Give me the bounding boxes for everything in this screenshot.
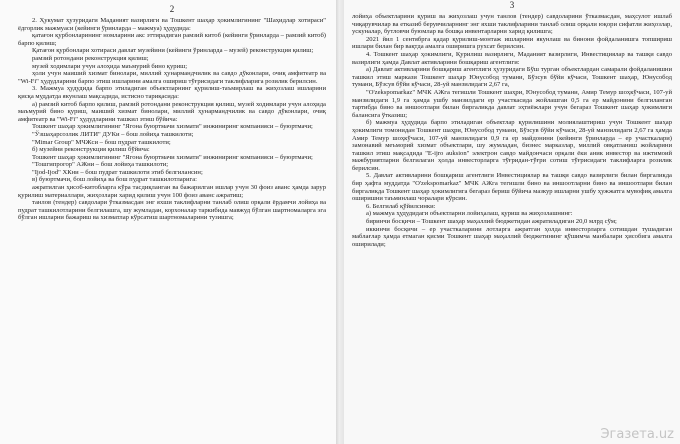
paragraph: "Ўзшаҳарсозлик ЛИТИ" ДУКи – бош лойиҳа ташкилоти; xyxy=(32,130,194,138)
book-gutter xyxy=(336,0,344,444)
paragraph: рамзий ротондани реконструкция қилиш; xyxy=(32,54,149,62)
paragraph: а) рамзий китоб барпо қилиш, рамзий ротондани реконструкция қилиш, музей ходимлари учун алоҳида маъмурий бино қуриш, маиший хизмат бинолари, миллий ҳунармандчилик ва савдо дўконлари, очиқ амфитеатр ва "Wi-Fi" ҳудудларини ташкил этиш бўйича: xyxy=(18,100,326,123)
paragraph: музей ходимлари учун алоҳида маъмурий бино қуриш; xyxy=(32,62,188,70)
paragraph: 2021 йил 1 сентябрга қадар қурилиш-монтаж ишларини якунлаш ва бинони фойдаланишга топшириш ишлари билан бир вақтда амалга оширишга рухсат берилсин. xyxy=(352,35,672,51)
paragraph: 6. Белгилаб қўйилсинки: xyxy=(366,202,436,210)
paragraph: танлов (тендер) савдолари ўтказмасдан энг яхши таклифларни танлаб олиш орқали ёрдамчи лойиҳа ва пудрат ташкилотларини белгилашга, шу жумладан, корхоналар таркибида мавжуд бўлган шартномаларга эга бўлган ишларни бажариш ва хизматлар кўрсатиш шартномаларини тузишга; xyxy=(18,199,326,222)
right-page-body xyxy=(352,13,672,248)
paragraph: Тошкент шаҳар ҳокимлигининг "Ягона буюртмачи хизмати" инжиниринг компанияси – буюртмачи; xyxy=(32,153,313,161)
left-page-body xyxy=(18,17,326,222)
paragraph: биринчи босқичи – Тошкент шаҳар маҳаллий бюджетидан ажратиладиган 20,0 млрд сўм; xyxy=(366,218,617,226)
paragraph: Тошкент шаҳар ҳокимлигининг "Ягона буюртмачи хизмати" инжиниринг компанияси – буюртмачи; xyxy=(32,123,313,131)
paragraph: ҳоли учун маиший хизмат бинолари, миллий ҳунармандчилик ва савдо дўконлари, очиқ амфитеатр ва "Wi-Fi" ҳудудларини барпо этиш ишларини амалга ошириш тўғрисидаги таклифларига розилик берилсин. xyxy=(18,70,326,85)
page-number: 3 xyxy=(509,0,515,10)
paragraph: 3. Мажмуа ҳудудида барпо этиладиган объектларнинг қурилиш-таъмирлаш ва жиҳозлаш ишларини қисқа муддатда якунлаш мақсадида, истисно тариқасида: xyxy=(18,85,326,100)
right-page xyxy=(344,0,680,444)
paragraph: б) мажмуа ҳудудида барпо этиладиган объектлар қурилишини молиялаштириш учун Тошкент шаҳар ҳокимлиги томонидан Тошкент шаҳри, Юнусобод тумани, Бўзсув бўйи кўчаси, 28-уй манзилидаги 2,67 га ҳамда Амир Темур шоҳкўчаси, 107-уй манзилидаги 0,9 га ер майдонини (кейинги ўринларда – ер участкалари) замонавий меъморий хизмат объектлари, шу жумладан, бизнес марказлар, миллий овқатланиш жойларини ташкил этиш мақсадида "E-ijro auksion" электрон савдо майдончаси орқали ёки аник инвестор ва ижтимоий мажбуриятларни белгилаган ҳолда инвесторларга тўғридан-тўғри сотиш тўғрисидаги таклифларга розилик берилсин. xyxy=(352,119,672,172)
paragraph: қатағон қурбонларининг номларини акс эттирадиган рамзий китоб (кейинги ўринларда – рамзий китоб) барпо қилиш; xyxy=(18,32,326,47)
page-number: 2 xyxy=(169,4,175,14)
left-page xyxy=(0,0,336,444)
paragraph: ажратилган ҳисоб-китобларга кўра тасдиқланган ва бажарилган ишлар учун 30 фоиз аванс ҳамда зарур қурилиш материаллари, жиҳозлари харид қилиш учун 100 фоиз аванс ажратиш; xyxy=(18,184,326,199)
paragraph: а) мажмуа ҳудудидаги объектларни лойиҳалаш, қуриш ва жиҳозлашнинг: xyxy=(366,210,573,218)
watermark: Эгазета.uz xyxy=(600,427,674,442)
paragraph: "Ijod-Ijod" ХКни – бош пудрат ташкилоти этиб белгилансин; xyxy=(32,168,203,176)
paragraph: 4. Тошкент шаҳар ҳокимлиги, Қурилиш вазирлиги, Маданият вазирлиги, Инвестициялар ва ташқи савдо вазирлиги ҳамда Давлат активларини бошқариш агентлиги: xyxy=(352,50,672,66)
paragraph: лойиҳа объектларини қуриш ва жиҳозлаш учун танлов (тендер) савдоларини ўтказмасдан, маҳсулот ишлаб чиқарувчилар ва етказиб берувчиларнинг энг яхши таклифларини танлаб олиш орқали юқори сифатли жиҳозлар, ускуналар, бутловчи буюмлар ва бошқа инвентарларни харид қилишга; xyxy=(352,13,672,36)
paragraph: иккинчи босқичи – ер участкаларини лотларга ажратган ҳолда инвесторларга сотишдан тушадиган маблағлар ҳамда етмаган қисми Тошкент шаҳар маҳаллий бюджетининг қўшимча манбалари ҳисобига амалга оширилади; xyxy=(352,225,672,248)
paragraph: 2. Ҳукумат ҳузуридаги Маданият вазирлиги ва Тошкент шаҳар ҳокимлигининг "Шаҳидлар хотираси" ёдгорлик мажмуаси (кейинги ўринларда – мажмуа) ҳудудида: xyxy=(18,17,326,32)
paragraph: б) музейни реконструкция қилиш бўйича: xyxy=(32,146,150,154)
paragraph: "O'zekspomarkaz" МЧК АЖга тегишли Тошкент шаҳри, Юнусобод тумани, Амир Темур шоҳкўчаси, 107-уй манзилидаги 1,9 га ҳамда ушбу манзилдаги ер участкасида жойлашган 0,5 га ер майдонини белгиланган тартибда бино ва иншоотлари билан биргаликда давлат эҳтиёжлари учун бегараз Тошкент шаҳар ҳокимлиги балансига ўтказиш; xyxy=(352,88,672,119)
paragraph: 5. Давлат активларини бошқариш агентлиги Инвестициялар ва ташқи савдо вазирлиги билан биргаликда бир ҳафта муддатда "O'zekspomarkaz" МЧК АЖга тегишли бино ва иншоотларни бино ва иншоотлари билан биргаликда Тошкент шаҳар ҳокимлигига бегараз бериш бўйича мазкур ишларни ушбу ҳужжатга мувофиқ амалга оширишни таъминлаш чоралари кўрсин. xyxy=(352,172,672,203)
paragraph: "Тошгипрогор" АЖни – бош лойиҳа ташкилоти; xyxy=(32,161,169,169)
paragraph: а) Давлат активларини бошқариш агентлиги ҳузуридаги Бўш турган объектлардан самарали фойдаланишни ташкил этиш маркази Тошкент шаҳар Юнусобод тумани, Бўзсув бўйи кўчаси, Тошкент шаҳар, Юнусобод тумани, Бўзсув бўйи кўчаси, 28-уй манзилидаги 2,67 га, xyxy=(352,66,672,89)
paragraph: Қатағон қурбонлари хотираси давлат музейини (кейинги ўринларда – музей) реконструкция қилиш; xyxy=(32,47,314,55)
paragraph: в) буюртмачи, бош лойиҳа ва бош пудрат ташкилотларига: xyxy=(32,176,197,184)
paragraph: "Mimar Group" МЧЖси – бош пудрат ташкилоти; xyxy=(32,138,171,146)
